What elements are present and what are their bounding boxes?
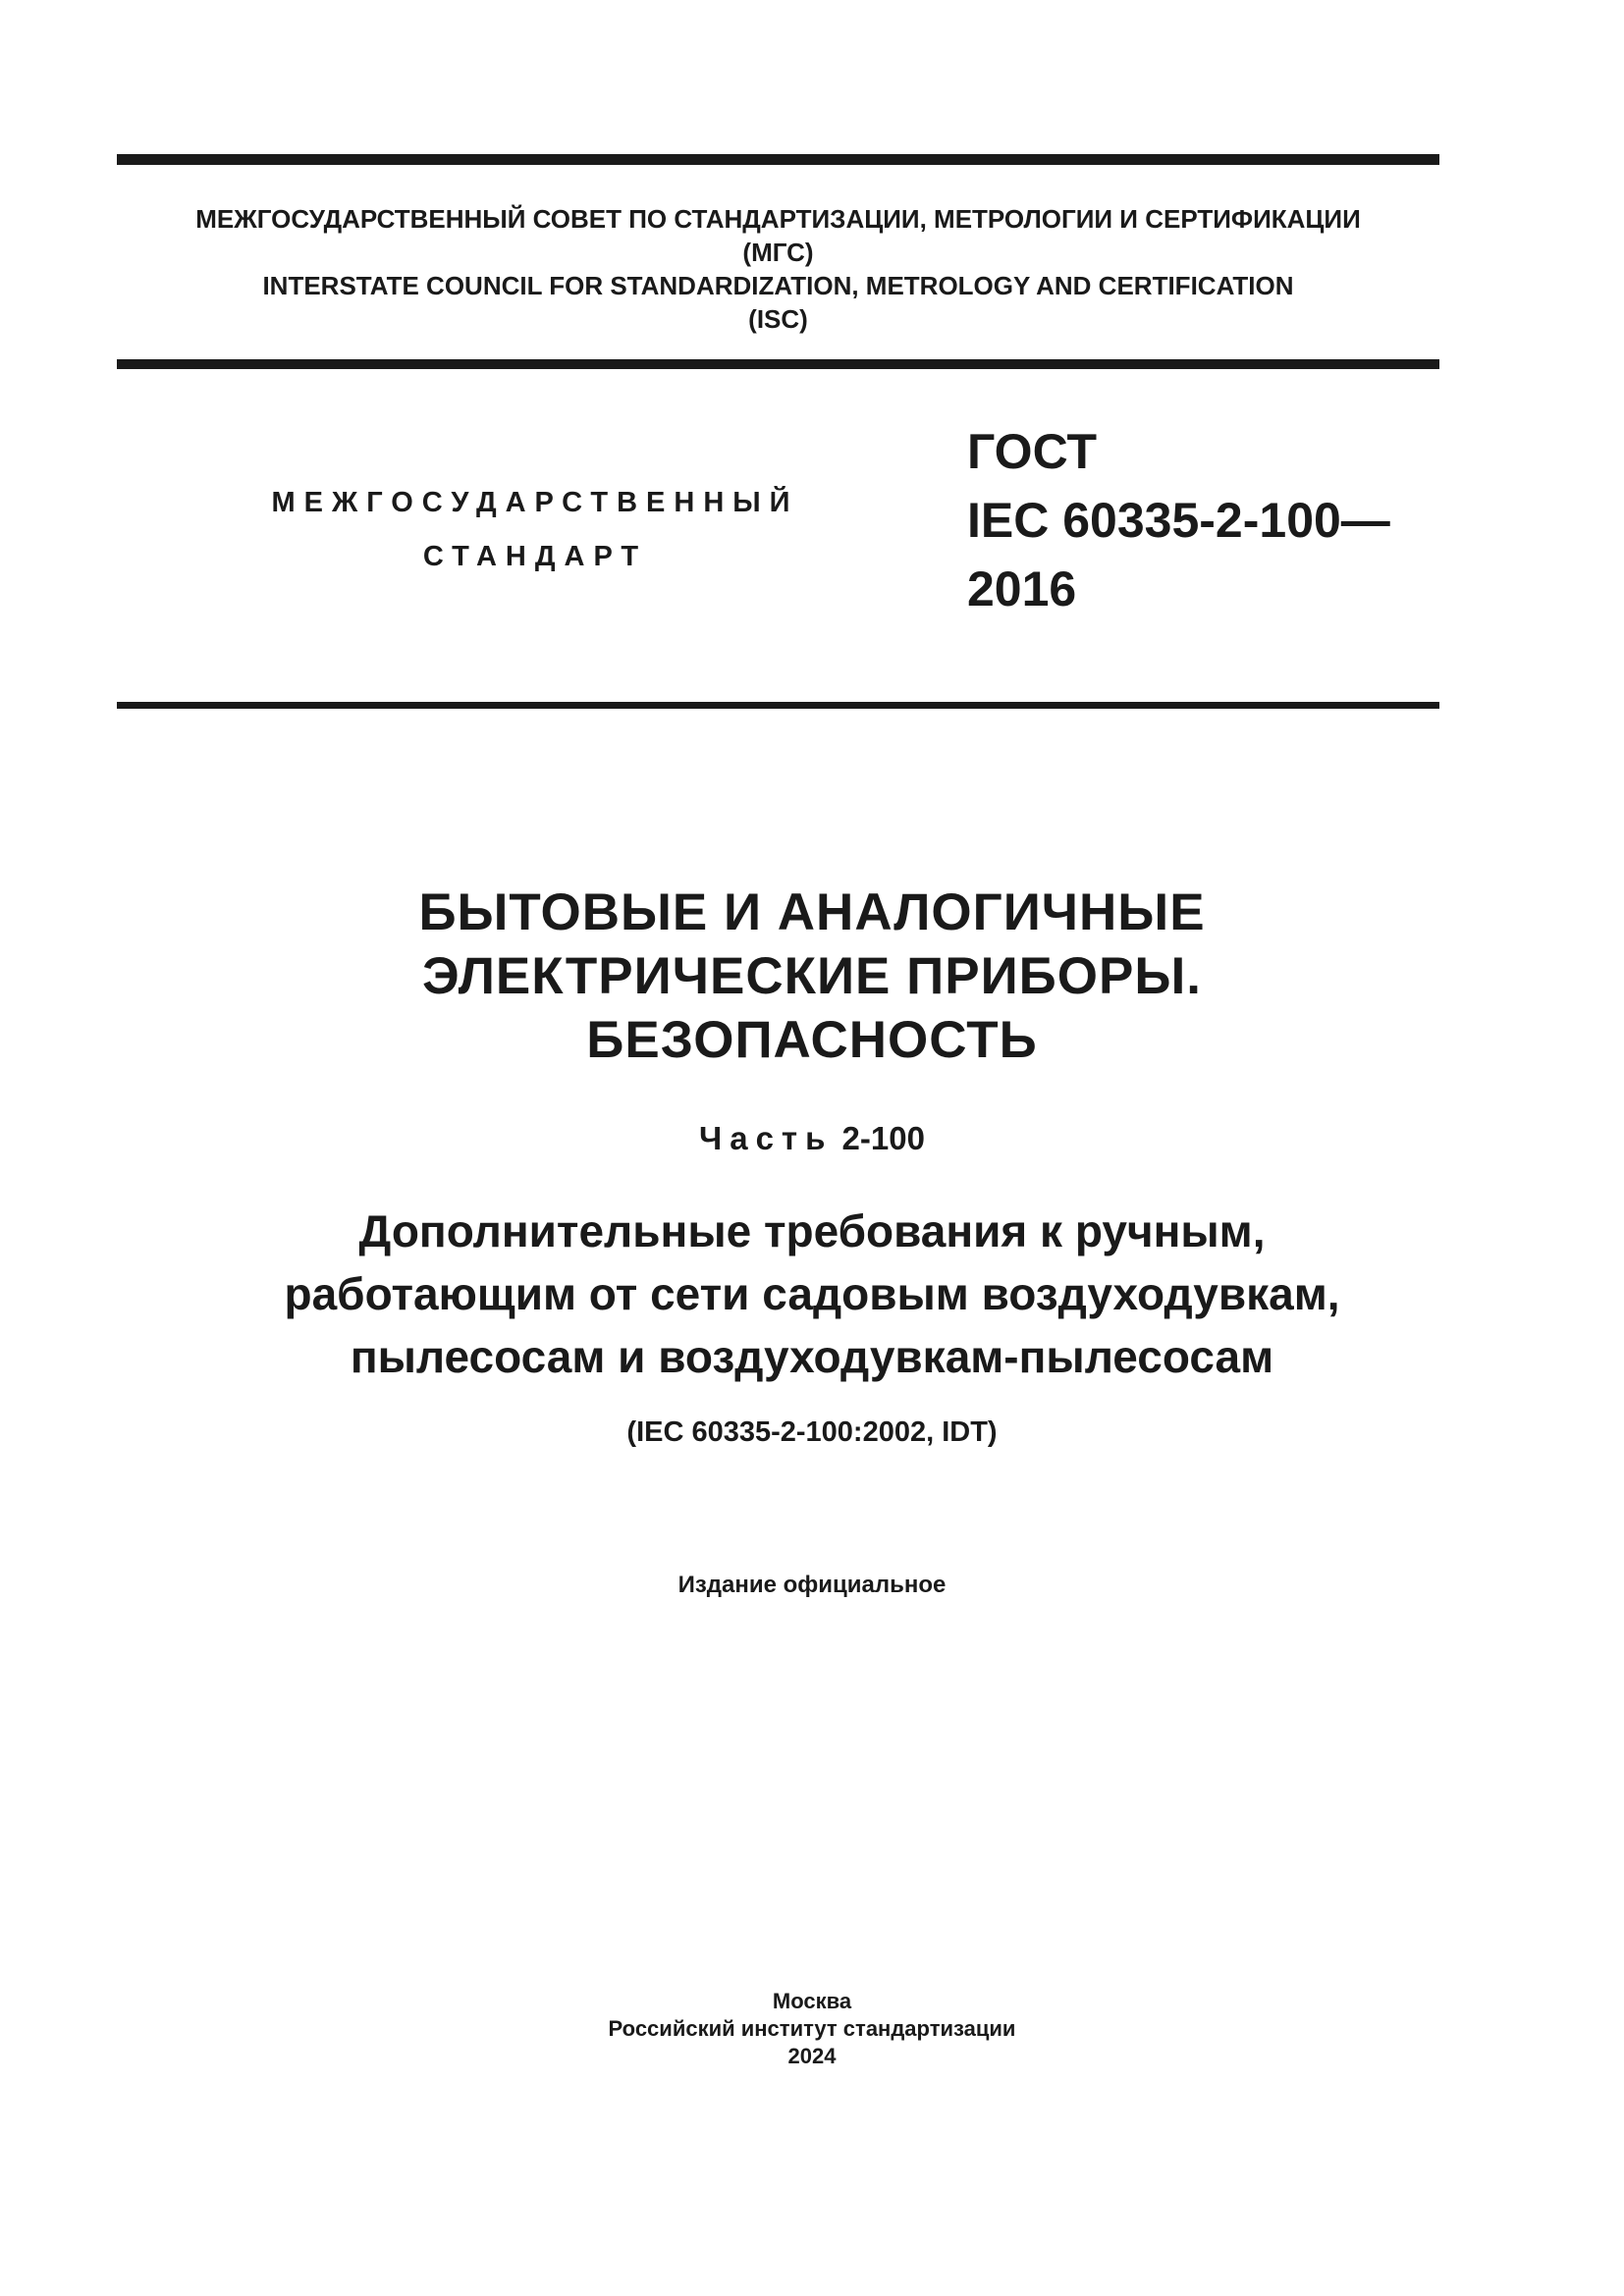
- iec-reference: (IEC 60335-2-100:2002, IDT): [626, 1416, 998, 1448]
- document-subtitle: [0, 1200, 1624, 1388]
- header-rule: [117, 359, 1439, 369]
- subtitle-line3: пылесосам и воздуходувкам-пылесосам: [350, 1331, 1274, 1382]
- designation-line2: IEC 60335-2-100—: [967, 493, 1390, 548]
- imprint-publisher: Российский институт стандартизации: [608, 2016, 1016, 2041]
- title-line2: ЭЛЕКТРИЧЕСКИЕ ПРИБОРЫ.: [422, 947, 1202, 1005]
- part-number: [0, 1119, 1624, 1158]
- title-line3: БЕЗОПАСНОСТЬ: [586, 1011, 1038, 1069]
- council-name-en: INTERSTATE COUNCIL FOR STANDARDIZATION, METROLOGY AND CERTIFICATION: [262, 271, 1294, 300]
- edition-note: Издание официальное: [677, 1572, 947, 1598]
- council-abbr-ru: (МГС): [742, 238, 814, 267]
- subtitle-line1: Дополнительные требования к ручным,: [358, 1205, 1266, 1256]
- standard-kind-line2: СТАНДАРТ: [422, 541, 648, 572]
- top-rule: [117, 154, 1439, 165]
- council-header: [117, 202, 1439, 336]
- council-abbr-en: (ISC): [748, 304, 808, 334]
- council-name-ru: МЕЖГОСУДАРСТВЕННЫЙ СОВЕТ ПО СТАНДАРТИЗАЦИИ, МЕТРОЛОГИИ И СЕРТИФИКАЦИИ: [195, 204, 1361, 234]
- imprint: [0, 1988, 1624, 2070]
- part-word: Часть: [699, 1120, 834, 1156]
- standard-kind: [216, 476, 854, 584]
- document-title: [0, 881, 1624, 1072]
- designation-line3: 2016: [967, 561, 1077, 616]
- part-value: 2-100: [841, 1120, 925, 1156]
- imprint-city: Москва: [772, 1989, 852, 2013]
- title-line1: БЫТОВЫЕ И АНАЛОГИЧНЫЕ: [418, 883, 1206, 941]
- designation-rule: [117, 702, 1439, 709]
- designation-line1: ГОСТ: [967, 424, 1097, 479]
- standard-designation: [967, 417, 1390, 623]
- subtitle-line2: работающим от сети садовым воздуходувкам,: [284, 1268, 1340, 1319]
- imprint-year: 2024: [787, 2044, 837, 2068]
- standard-kind-line1: МЕЖГОСУДАРСТВЕННЫЙ: [271, 487, 799, 518]
